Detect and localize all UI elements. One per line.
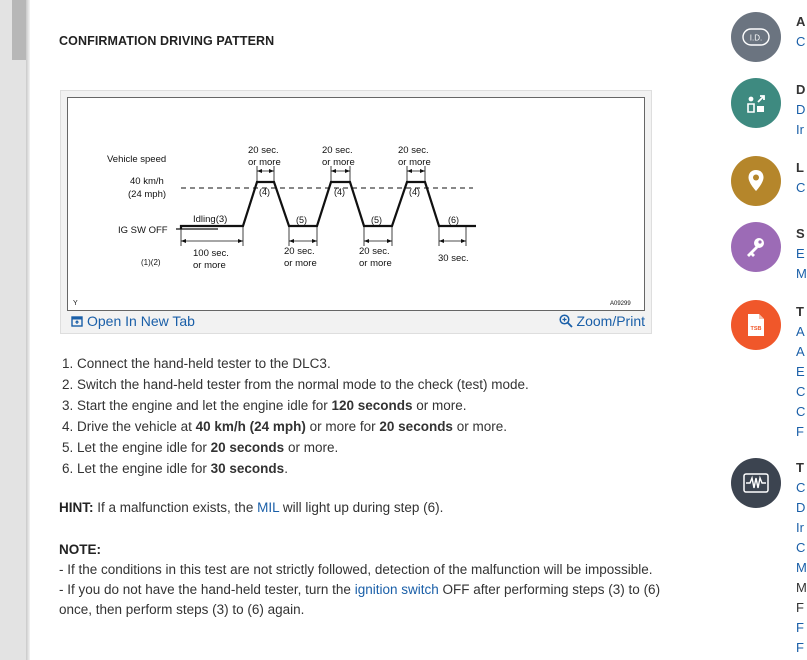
sidebar-sub-link[interactable]: A (796, 324, 805, 339)
bot20-2b: or more (359, 258, 392, 269)
sidebar-sub-link[interactable]: C (796, 404, 806, 419)
sidebar-sub-link[interactable]: E (796, 364, 805, 379)
sidebar-item-letter: L (796, 160, 804, 175)
sidebar-sub-text: F (796, 600, 804, 615)
steps-1-2-label: (1)(2) (141, 258, 161, 267)
sidebar-item-key[interactable] (731, 222, 781, 272)
sidebar-sub-link[interactable]: A (796, 344, 805, 359)
bot20-1b: or more (284, 258, 317, 269)
open-in-new-tab-label: Open In New Tab (87, 313, 195, 329)
sidebar-sub-link[interactable]: C (796, 480, 806, 495)
scrollbar-thumb[interactable] (12, 0, 26, 60)
waveform-icon (743, 473, 769, 493)
main-content (30, 0, 710, 660)
mil-link[interactable]: MIL (257, 500, 280, 515)
speed-mph-label: (24 mph) (128, 189, 167, 200)
sidebar-sub-text: M (796, 580, 807, 595)
figure-container (60, 90, 652, 334)
dur100-label-a: 100 sec. (193, 248, 229, 259)
top20-1a: 20 sec. (248, 145, 279, 156)
sidebar-sub-link[interactable]: Ir (796, 122, 804, 137)
left-scrollbar[interactable] (0, 0, 28, 660)
hint-paragraph: HINT: If a malfunction exists, the MIL will light up during step (6). (59, 500, 444, 515)
top20-2b: or more (322, 157, 355, 168)
driving-pattern-diagram (67, 97, 645, 311)
sidebar-sub-link[interactable]: F (796, 620, 804, 635)
svg-text:TSB: TSB (750, 326, 762, 332)
tsb-icon (746, 313, 766, 337)
top20-3a: 20 sec. (398, 145, 429, 156)
figure-code: A09299 (610, 301, 631, 307)
list-item: 5. Let the engine idle for 20 seconds or more. (62, 440, 339, 455)
top20-3b: or more (398, 157, 431, 168)
step5-label-2: (5) (371, 215, 382, 225)
page-title: CONFIRMATION DRIVING PATTERN (59, 34, 275, 48)
list-item: 1. Connect the hand-held tester to the DLC3. (62, 356, 331, 371)
sidebar-sub-link[interactable]: C (796, 384, 806, 399)
diagnostic-icon (744, 92, 768, 114)
sidebar-sub-link[interactable]: M (796, 266, 807, 281)
sidebar-item-tsb[interactable] (731, 300, 781, 350)
sidebar-item-location[interactable] (731, 156, 781, 206)
sidebar-sub-link[interactable]: C (796, 180, 806, 195)
list-item: 6. Let the engine idle for 30 seconds. (62, 461, 288, 476)
sidebar-sub-link[interactable]: F (796, 424, 804, 439)
bot20-1a: 20 sec. (284, 246, 315, 257)
zoom-print-label: Zoom/Print (576, 313, 645, 329)
step5-label-1: (5) (296, 215, 307, 225)
sidebar-item-letter: A (796, 14, 806, 29)
sidebar-item-letter: T (796, 460, 804, 475)
location-icon (747, 169, 765, 193)
note-paragraph (59, 540, 679, 620)
open-in-new-tab-link[interactable] (71, 313, 195, 329)
sidebar-item-letter: T (796, 304, 804, 319)
note-item-2: - If you do not have the hand-held tester, turn the ignition switch OFF after performing steps (3) to (6) once, then perform steps (3) to (6) again. (59, 582, 661, 617)
ig-sw-off-label: IG SW OFF (118, 225, 168, 236)
dur30-label: 30 sec. (438, 253, 469, 264)
zoom-print-link[interactable] (559, 313, 645, 329)
idling-label: Idling(3) (193, 214, 228, 225)
key-icon (744, 235, 768, 259)
sidebar-sub-link[interactable]: Ir (796, 520, 804, 535)
sidebar-item-waveform[interactable] (731, 458, 781, 508)
step6-label: (6) (448, 215, 459, 225)
dur100-label-b: or more (193, 260, 226, 271)
bot20-2a: 20 sec. (359, 246, 390, 257)
step4-label-2: (4) (334, 187, 345, 197)
step4-label-1: (4) (259, 187, 270, 197)
steps-list (60, 353, 529, 479)
id-icon (742, 27, 770, 47)
ignition-switch-link[interactable]: ignition switch (354, 582, 439, 597)
sidebar-item-letter: D (796, 82, 806, 97)
right-sidebar (710, 0, 807, 660)
list-item: 3. Start the engine and let the engine idle for 120 seconds or more. (62, 398, 467, 413)
svg-text:I.D.: I.D. (749, 33, 763, 43)
sidebar-sub-link[interactable]: D (796, 102, 806, 117)
top20-1b: or more (248, 157, 281, 168)
note-label: NOTE: (59, 542, 101, 557)
list-item: 4. Drive the vehicle at 40 km/h (24 mph) or more for 20 seconds or more. (62, 419, 507, 434)
corner-y-label: Y (73, 300, 78, 307)
sidebar-sub-link[interactable]: F (796, 640, 804, 655)
sidebar-item-letter: S (796, 226, 805, 241)
open-tab-icon (71, 315, 83, 327)
vehicle-speed-label: Vehicle speed (107, 154, 167, 165)
sidebar-item-diagnostic[interactable] (731, 78, 781, 128)
note-item-1: - If the conditions in this test are not strictly followed, detection of the malfunction will be impossible. (59, 562, 653, 577)
step4-label-3: (4) (409, 187, 420, 197)
sidebar-sub-link[interactable]: M (796, 560, 807, 575)
list-item: 2. Switch the hand-held tester from the normal mode to the check (test) mode. (62, 377, 529, 392)
sidebar-item-id[interactable] (731, 12, 781, 62)
sidebar-sub-link[interactable]: D (796, 500, 806, 515)
sidebar-sub-link[interactable]: C (796, 34, 806, 49)
zoom-icon (559, 314, 573, 328)
sidebar-sub-link[interactable]: E (796, 246, 805, 261)
speed-kmh-label: 40 km/h (130, 176, 164, 187)
top20-2a: 20 sec. (322, 145, 353, 156)
sidebar-sub-link[interactable]: C (796, 540, 806, 555)
